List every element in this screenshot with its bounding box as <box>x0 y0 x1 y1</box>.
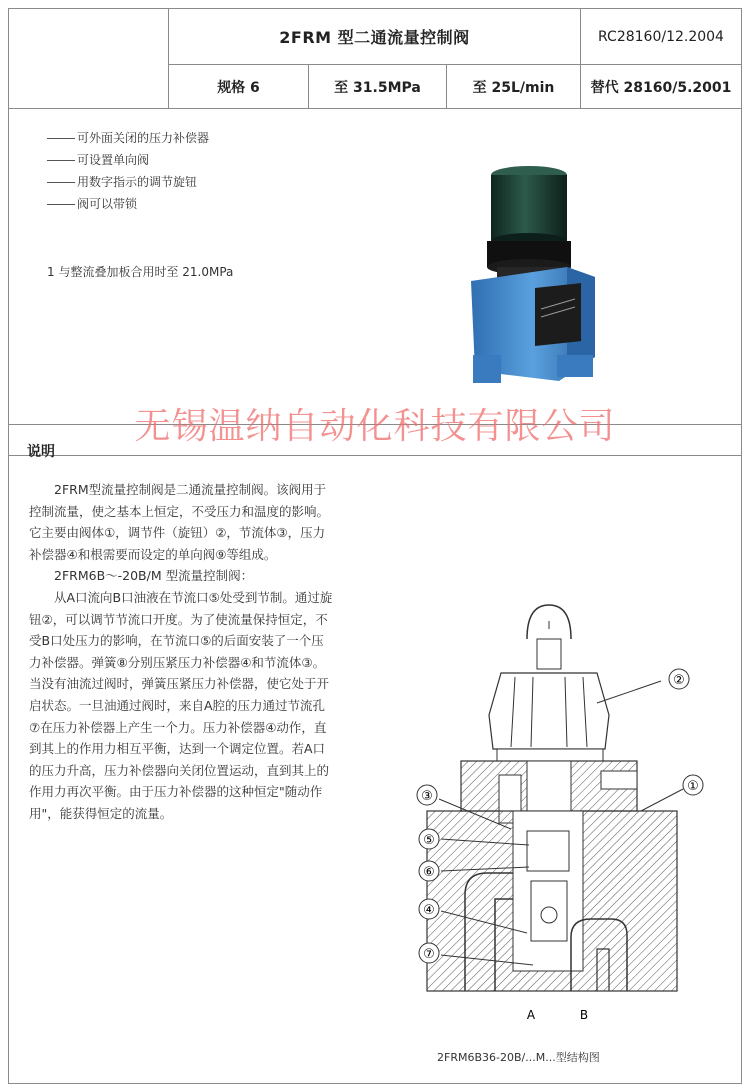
dash-icon <box>47 204 75 205</box>
callout-3 <box>417 785 437 805</box>
list-item: 可设置单向阀 <box>47 149 209 171</box>
description-text <box>29 479 335 825</box>
list-item: 阀可以带锁 <box>47 193 209 215</box>
replaces-spec: 替代 28160/5.2001 <box>581 65 741 109</box>
callout-5 <box>419 829 439 849</box>
product-title: 2FRM 型二通流量控制阀 <box>169 9 581 65</box>
section-heading: 说明 <box>27 444 55 460</box>
paragraph: 从A口流向B口油液在节流口⑤处受到节制。通过旋钮②，可以调节节流口开度。为了使流量保持恒定，不受B口处压力的影响，在节流口⑤的后面安装了一个压力补偿器。弹簧⑧分别压紧压力补偿器④和节流体③。当没有油流过阀时，弹簧压紧压力补偿器，使它处于开启状态。一旦油通过阀时，来自A腔的压力通过节流孔⑦在压力补偿器上产生一个力。压力补偿器④动作，直到其上的作用力相互平衡，达到一个调定位置。若A口的压力升高，压力补偿器向关闭位置运动，直到其上的作用力再次平衡。由于压力补偿器的这种恒定"随动作用"，能获得恒定的流量。 <box>29 589 333 821</box>
callout-4 <box>419 899 439 919</box>
diagram-caption: 2FRM6B36-20B/...M...型结构图 <box>437 1051 600 1064</box>
header-blank-cell <box>9 9 169 109</box>
pressure-spec: 至 31.5MPa <box>309 65 447 109</box>
knob-drawing <box>489 673 609 761</box>
header-table <box>9 9 741 109</box>
divider <box>9 455 741 456</box>
callout-7 <box>419 943 439 963</box>
svg-text:①: ① <box>687 779 699 794</box>
flow-spec: 至 25L/min <box>447 65 581 109</box>
callout-1 <box>683 775 703 795</box>
svg-text:⑥: ⑥ <box>423 865 435 880</box>
paragraph: 2FRM型流量控制阀是二通流量控制阀。该阀用于控制流量，使之基本上恒定，不受压力和温度的影响。它主要由阀体①，调节件（旋钮）②，节流体③，压力补偿器④和根需要而设定的单向阀⑨等组成。 <box>29 482 330 562</box>
svg-text:④: ④ <box>423 903 435 918</box>
svg-text:②: ② <box>673 673 685 688</box>
port-a-label: A <box>526 1008 536 1022</box>
callout-6 <box>419 861 439 881</box>
dash-icon <box>47 138 75 139</box>
list-item: 用数字指示的调节旋钮 <box>47 171 209 193</box>
document-code: RC28160/12.2004 <box>581 9 741 65</box>
svg-text:⑦: ⑦ <box>423 947 435 962</box>
svg-text:⑤: ⑤ <box>423 833 435 848</box>
cross-section-diagram <box>401 599 721 1039</box>
port-b-label: B <box>579 1008 589 1022</box>
feature-list <box>47 127 209 215</box>
datasheet-page <box>8 8 742 1084</box>
paragraph: 2FRM6B～-20B/M 型流量控制阀： <box>54 568 254 584</box>
callout-2 <box>669 669 689 689</box>
valve-photo <box>449 159 619 399</box>
list-item: 可外面关闭的压力补偿器 <box>47 127 209 149</box>
svg-text:③: ③ <box>421 789 433 804</box>
size-spec: 规格 6 <box>169 65 309 109</box>
company-watermark: 无锡温纳自动化科技有限公司 <box>134 406 616 447</box>
dash-icon <box>47 182 75 183</box>
key-icon <box>527 605 571 669</box>
dash-icon <box>47 160 75 161</box>
pressure-note: 1 与整流叠加板合用时至 21.0MPa <box>47 265 234 279</box>
